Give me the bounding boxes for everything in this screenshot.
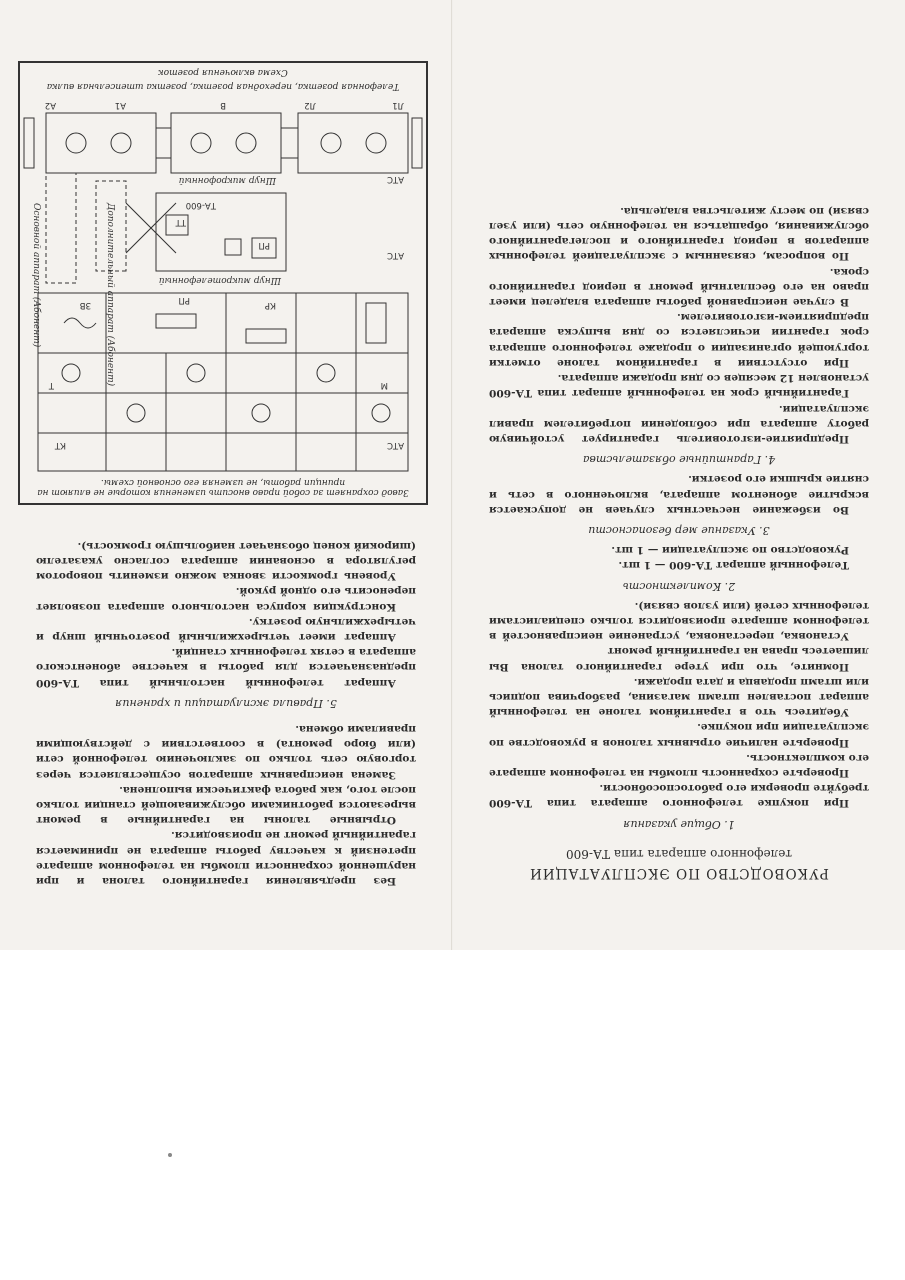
section-heading: 2. Комплектность (622, 579, 736, 593)
label-ats-2: АТС (387, 250, 404, 260)
paragraph: Телефонный аппарат ТА-600 — 1 шт. (618, 559, 849, 572)
label-l1: Л1 (392, 100, 404, 110)
label-rp2: РП (258, 240, 270, 250)
section-heading: 1. Общие указания (623, 817, 735, 831)
diagram-caption-sockets: Схема включения розеток (158, 67, 288, 77)
left-page-text-column (36, 538, 416, 888)
label-m: М (380, 380, 388, 390)
section-heading: 5. Правила эксплуатации и хранения (115, 696, 337, 710)
schematic-drawing (20, 63, 426, 503)
label-kr: КР (264, 300, 276, 310)
right-page-column (489, 203, 869, 880)
paragraph: Руководство по эксплуатации — 1 шт. (611, 544, 849, 557)
paragraph: Замена неисправных аппаратов осуществляется через торговую сеть только по заключению телефонной сети (или бюро ремонта) в соответствии с действующими правилами обмена. (36, 722, 416, 781)
label-zv: ЗВ (79, 300, 91, 310)
diagram-caption-note: Завод сохраняет за собой право вносить изменения которые не влияют на принцип работы, не изменяя его основной схемы. (37, 477, 409, 497)
paragraph: Убедитесь что в гарантийном талоне на телефонный аппарат поставлен штамп магазина, разборчива подпись или штамп продавца и дата продажи. (489, 675, 869, 719)
label-rp: РП (178, 295, 190, 305)
label-b: В (220, 100, 226, 110)
label-cord-micro: Шнур микротелефонный (158, 275, 281, 285)
label-kt: КТ (54, 440, 66, 450)
label-l2: Л2 (304, 100, 316, 110)
label-t: Т (48, 380, 54, 390)
label-ats-3: АТС (387, 174, 404, 184)
paragraph: По вопросам, связанным с эксплуатацией телефонных аппаратов в период гарантийного и послегарантийного обслуживания, обращаться на телефонную сеть (или узел связи) по месту жительства владельца. (489, 204, 869, 263)
label-cord-micro3: Шнур микрофонный (178, 175, 276, 185)
paragraph: Помните, что при утере гарантийного талона Вы лишаетесь права на гарантийный ремонт (489, 645, 869, 673)
paragraph: В случае неисправной работы аппарата владелец имеет право на его бесплатный ремонт в период гарантийного срока. (489, 265, 869, 309)
label-second-set: Дополнительный аппарат (Абонент) (105, 203, 115, 387)
left-page-rotated (0, 0, 452, 950)
section-heading: 4. Гарантийные обязательства (582, 453, 776, 467)
label-handset: Основной аппарат (Абонент) (31, 203, 41, 348)
label-ats: АТС (387, 440, 404, 450)
paragraph: Конструкция корпуса настольного аппарата позволяет переносить его одной рукой. (36, 585, 416, 613)
document-title: РУКОВОДСТВО ПО ЭКСПЛУАТАЦИИ (529, 865, 829, 881)
right-page (453, 0, 905, 950)
right-page-rotated (453, 0, 905, 950)
diagram-caption-sockets-2: Телефонная розетка, переходная розетка, розетка штепсельная вилка (46, 81, 400, 91)
paper-speck (168, 1153, 172, 1157)
paragraph: Проверьте наличие отрывных талонов в руководстве по эксплуатации при покупке. (489, 721, 869, 749)
wiring-diagram (18, 61, 428, 505)
paragraph: Уровень громкости звонка можно изменить поворотом регулятора в основании аппарата согласно указателю (широкий конец обозначает наибольшую громкость). (36, 539, 416, 583)
paragraph: Во избежание несчастных случаев не допускается вскрытие абонентом аппарата, включенного в сеть и снятие крышки его розетки. (489, 473, 869, 516)
paragraph: Гарантийный срок на телефонный аппарат типа ТА-600 установлен 12 месяцев со дня продажи аппарата. (489, 372, 869, 400)
paragraph: Аппарат имеет четырехжильный розеточный шнур и четырехжильную розетку. (36, 615, 416, 643)
label-a2: А2 (44, 100, 56, 110)
paragraph: Без предъявления гарантийного талона и при нарушенной сохранности пломбы на телефонном аппарате претензий к качеству работы аппарата не принимается гарантийный ремонт не производится. (36, 829, 416, 887)
paragraph: Проверьте сохранность пломбы на телефонном аппарате его комплектность. (489, 751, 869, 779)
section-heading: 3. Указание мер безопасности (588, 523, 770, 537)
label-a1: А1 (114, 100, 126, 110)
label-model: ТА-600 (185, 200, 216, 210)
paragraph: Установка, перестановка, устранение неисправностей в телефонном аппарате производится только специалистами телефонных сетей (или узлов связи). (489, 599, 869, 643)
label-tt: ТТ (175, 217, 186, 227)
left-page (0, 0, 452, 950)
document-subtitle: телефонного аппарата типа ТА-600 (565, 846, 793, 861)
paragraph: Отрывные талоны на гарантийные в ремонт вырезаются работниками обслуживающей станции только после того, как работа фактически выполнена. (36, 783, 416, 827)
paragraph: При отсутствии в гарантийном талоне отметки торгующей организации о продаже телефонного аппарата срок гарантии исчисляется со дня выпуска аппарата предприятием-изготовителем. (489, 311, 869, 369)
paragraph: Аппарат телефонный настольный типа ТА-600 предназначается для работы в качестве абонентского аппарата в сетях телефонных станций. (36, 646, 416, 689)
paragraph: При покупке телефонного аппарата типа ТА-600 требуйте проверки его работоспособности. (489, 782, 869, 810)
paragraph: Предприятие-изготовитель гарантирует устойчивую работу аппарата при соблюдении потребителем правил эксплуатации. (489, 402, 869, 445)
